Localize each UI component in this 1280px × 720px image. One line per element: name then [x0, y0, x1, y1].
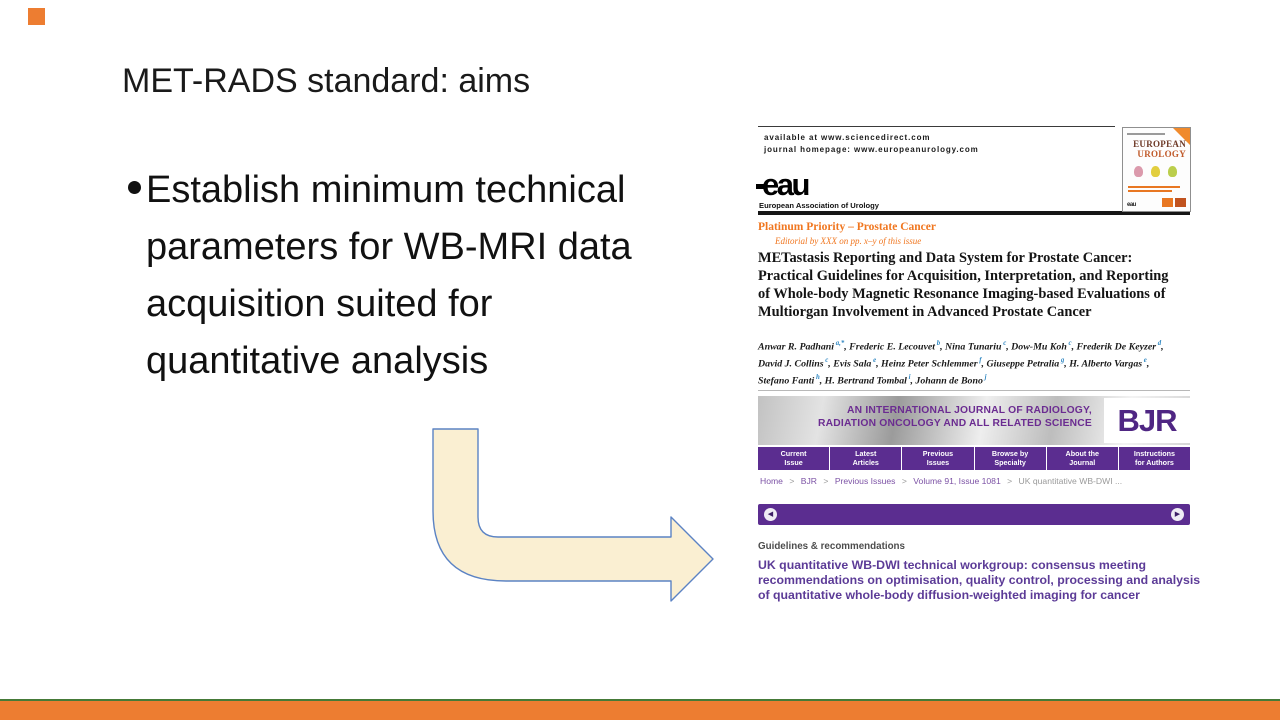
author-affiliation-superscript: c [1066, 340, 1072, 347]
breadcrumb-volume-issue[interactable]: Volume 91, Issue 1081 [913, 476, 1001, 486]
european-urology-cover [1122, 127, 1191, 212]
article-authors [758, 337, 1194, 387]
cover-text-line [1128, 186, 1180, 188]
bullet-text-line: Establish minimum technical [146, 169, 626, 211]
cover-orange-block [1175, 198, 1186, 207]
cover-orange-block [1162, 198, 1173, 207]
breadcrumb-separator: > [823, 476, 829, 486]
cover-title-line2: UROLOGY [1137, 149, 1186, 159]
slide-footer-orange-bar [0, 701, 1280, 720]
article-title-line: Multiorgan Involvement in Advanced Prostate Cancer [758, 304, 1092, 320]
bullet-text-line: acquisition suited for [146, 283, 493, 325]
bjr-article-title-link[interactable]: UK quantitative WB-DWI technical workgroup: consensus meeting [758, 558, 1147, 572]
author-affiliation-superscript: f [977, 356, 982, 364]
bullet-dot [128, 181, 141, 194]
guidelines-section-label: Guidelines & recommendations [758, 541, 905, 552]
bjr-banner [758, 396, 1190, 445]
article-title-line: of Whole-body Magnetic Resonance Imaging-based Evaluations of [758, 286, 1166, 302]
author-affiliation-superscript: c [1001, 340, 1007, 347]
bjr-logo-box[interactable] [1104, 398, 1190, 443]
cover-text-line [1128, 190, 1172, 192]
bjr-article-title-link[interactable]: recommendations on optimisation, quality control, processing and analysis [758, 573, 1201, 587]
carousel-next-button[interactable]: ▶ [1171, 508, 1184, 521]
author-affiliation-superscript: d [1156, 340, 1162, 347]
breadcrumb [760, 476, 1192, 486]
nav-browse-by-specialty[interactable]: Browse by Specialty [975, 447, 1047, 470]
breadcrumb-separator: > [789, 476, 795, 486]
nav-about-the-journal[interactable]: About the Journal [1047, 447, 1119, 470]
author-affiliation-superscript: i [906, 373, 911, 381]
cover-figure-yellow [1151, 166, 1160, 177]
available-at-link[interactable]: available at www.sciencedirect.com [764, 133, 931, 142]
author-line: Anwar R. Padhani $^{a,*}$, Frederic E. Lecouvet $^b$, Nina Tunariu $^c$, Dow-Mu Koh $^c$, Frederik De Keyzer $^d$, [758, 340, 1164, 353]
carousel-prev-button[interactable]: ◀ [764, 508, 777, 521]
eau-logo: eau [762, 167, 808, 202]
author-affiliation-superscript: j [982, 373, 987, 381]
breadcrumb-separator: > [1007, 476, 1013, 486]
article-bottom-rule [758, 390, 1190, 391]
author-affiliation-superscript: e [871, 356, 877, 364]
cover-figure-green [1168, 166, 1177, 177]
bjr-nav-bar [758, 447, 1190, 470]
nav-previous-issues[interactable]: Previous Issues [902, 447, 974, 470]
slide-accent-square [28, 8, 45, 25]
slide-title: MET-RADS standard: aims [122, 62, 531, 100]
breadcrumb-previous-issues[interactable]: Previous Issues [834, 476, 896, 486]
platinum-priority-label: Platinum Priority – Prostate Cancer [758, 221, 936, 233]
author-affiliation-superscript: h [814, 373, 820, 381]
bent-arrow-shape [428, 424, 720, 612]
journal-homepage-link[interactable]: journal homepage: www.europeanurology.com [764, 145, 979, 154]
nav-instructions-for-authors[interactable]: Instructions for Authors [1133, 448, 1176, 467]
author-affiliation-superscript: g [1059, 356, 1065, 364]
cover-title-line1: EUROPEAN [1133, 139, 1186, 149]
nav-latest-articles[interactable]: Latest Articles [830, 447, 902, 470]
author-affiliation-superscript: c [823, 356, 829, 364]
breadcrumb-home[interactable]: Home [760, 476, 783, 486]
bjr-banner-tagline: AN INTERNATIONAL JOURNAL OF RADIOLOGY, RADIATION ONCOLOGY AND ALL RELATED SCIENCE [817, 405, 1092, 429]
cover-masthead-line [1127, 133, 1165, 135]
bjr-logo: BJR [1117, 402, 1177, 438]
article-title-line: Practical Guidelines for Acquisition, Interpretation, and Reporting [758, 268, 1169, 284]
article-carousel-bar [758, 504, 1190, 525]
cover-figure-pink [1134, 166, 1143, 177]
bullet-text-line: quantitative analysis [146, 340, 489, 382]
bullet-text-line: parameters for WB-MRI data [146, 226, 632, 268]
author-affiliation-superscript: a,* [834, 340, 845, 347]
author-line: Stefano Fanti $^h$, H. Bertrand Tombal $^i$, Johann de Bono $^j$ [758, 373, 987, 386]
breadcrumb-bjr[interactable]: BJR [800, 476, 817, 486]
breadcrumb-current-page: UK quantitative WB-DWI ... [1018, 476, 1123, 486]
bjr-article-title-link[interactable]: of quantitative whole-body diffusion-weighted imaging for cancer [758, 588, 1140, 602]
article-title-line: METastasis Reporting and Data System for Prostate Cancer: [758, 250, 1133, 266]
article-top-rule [758, 126, 1115, 127]
cover-eau-logo: eau [1127, 202, 1136, 208]
editorial-note: Editorial by XXX on pp. x–y of this issue [775, 236, 922, 246]
author-affiliation-superscript: b [935, 340, 941, 347]
nav-current-issue[interactable]: Current Issue [758, 447, 830, 470]
author-line: David J. Collins $^c$, Evis Sala $^e$, Heinz Peter Schlemmer $^f$, Giuseppe Petralia $^g$, H. Alberto Vargas $^e$, [758, 356, 1150, 370]
eau-logo-caption: European Association of Urology [759, 201, 879, 210]
breadcrumb-separator: > [901, 476, 907, 486]
author-affiliation-superscript: e [1142, 356, 1147, 364]
